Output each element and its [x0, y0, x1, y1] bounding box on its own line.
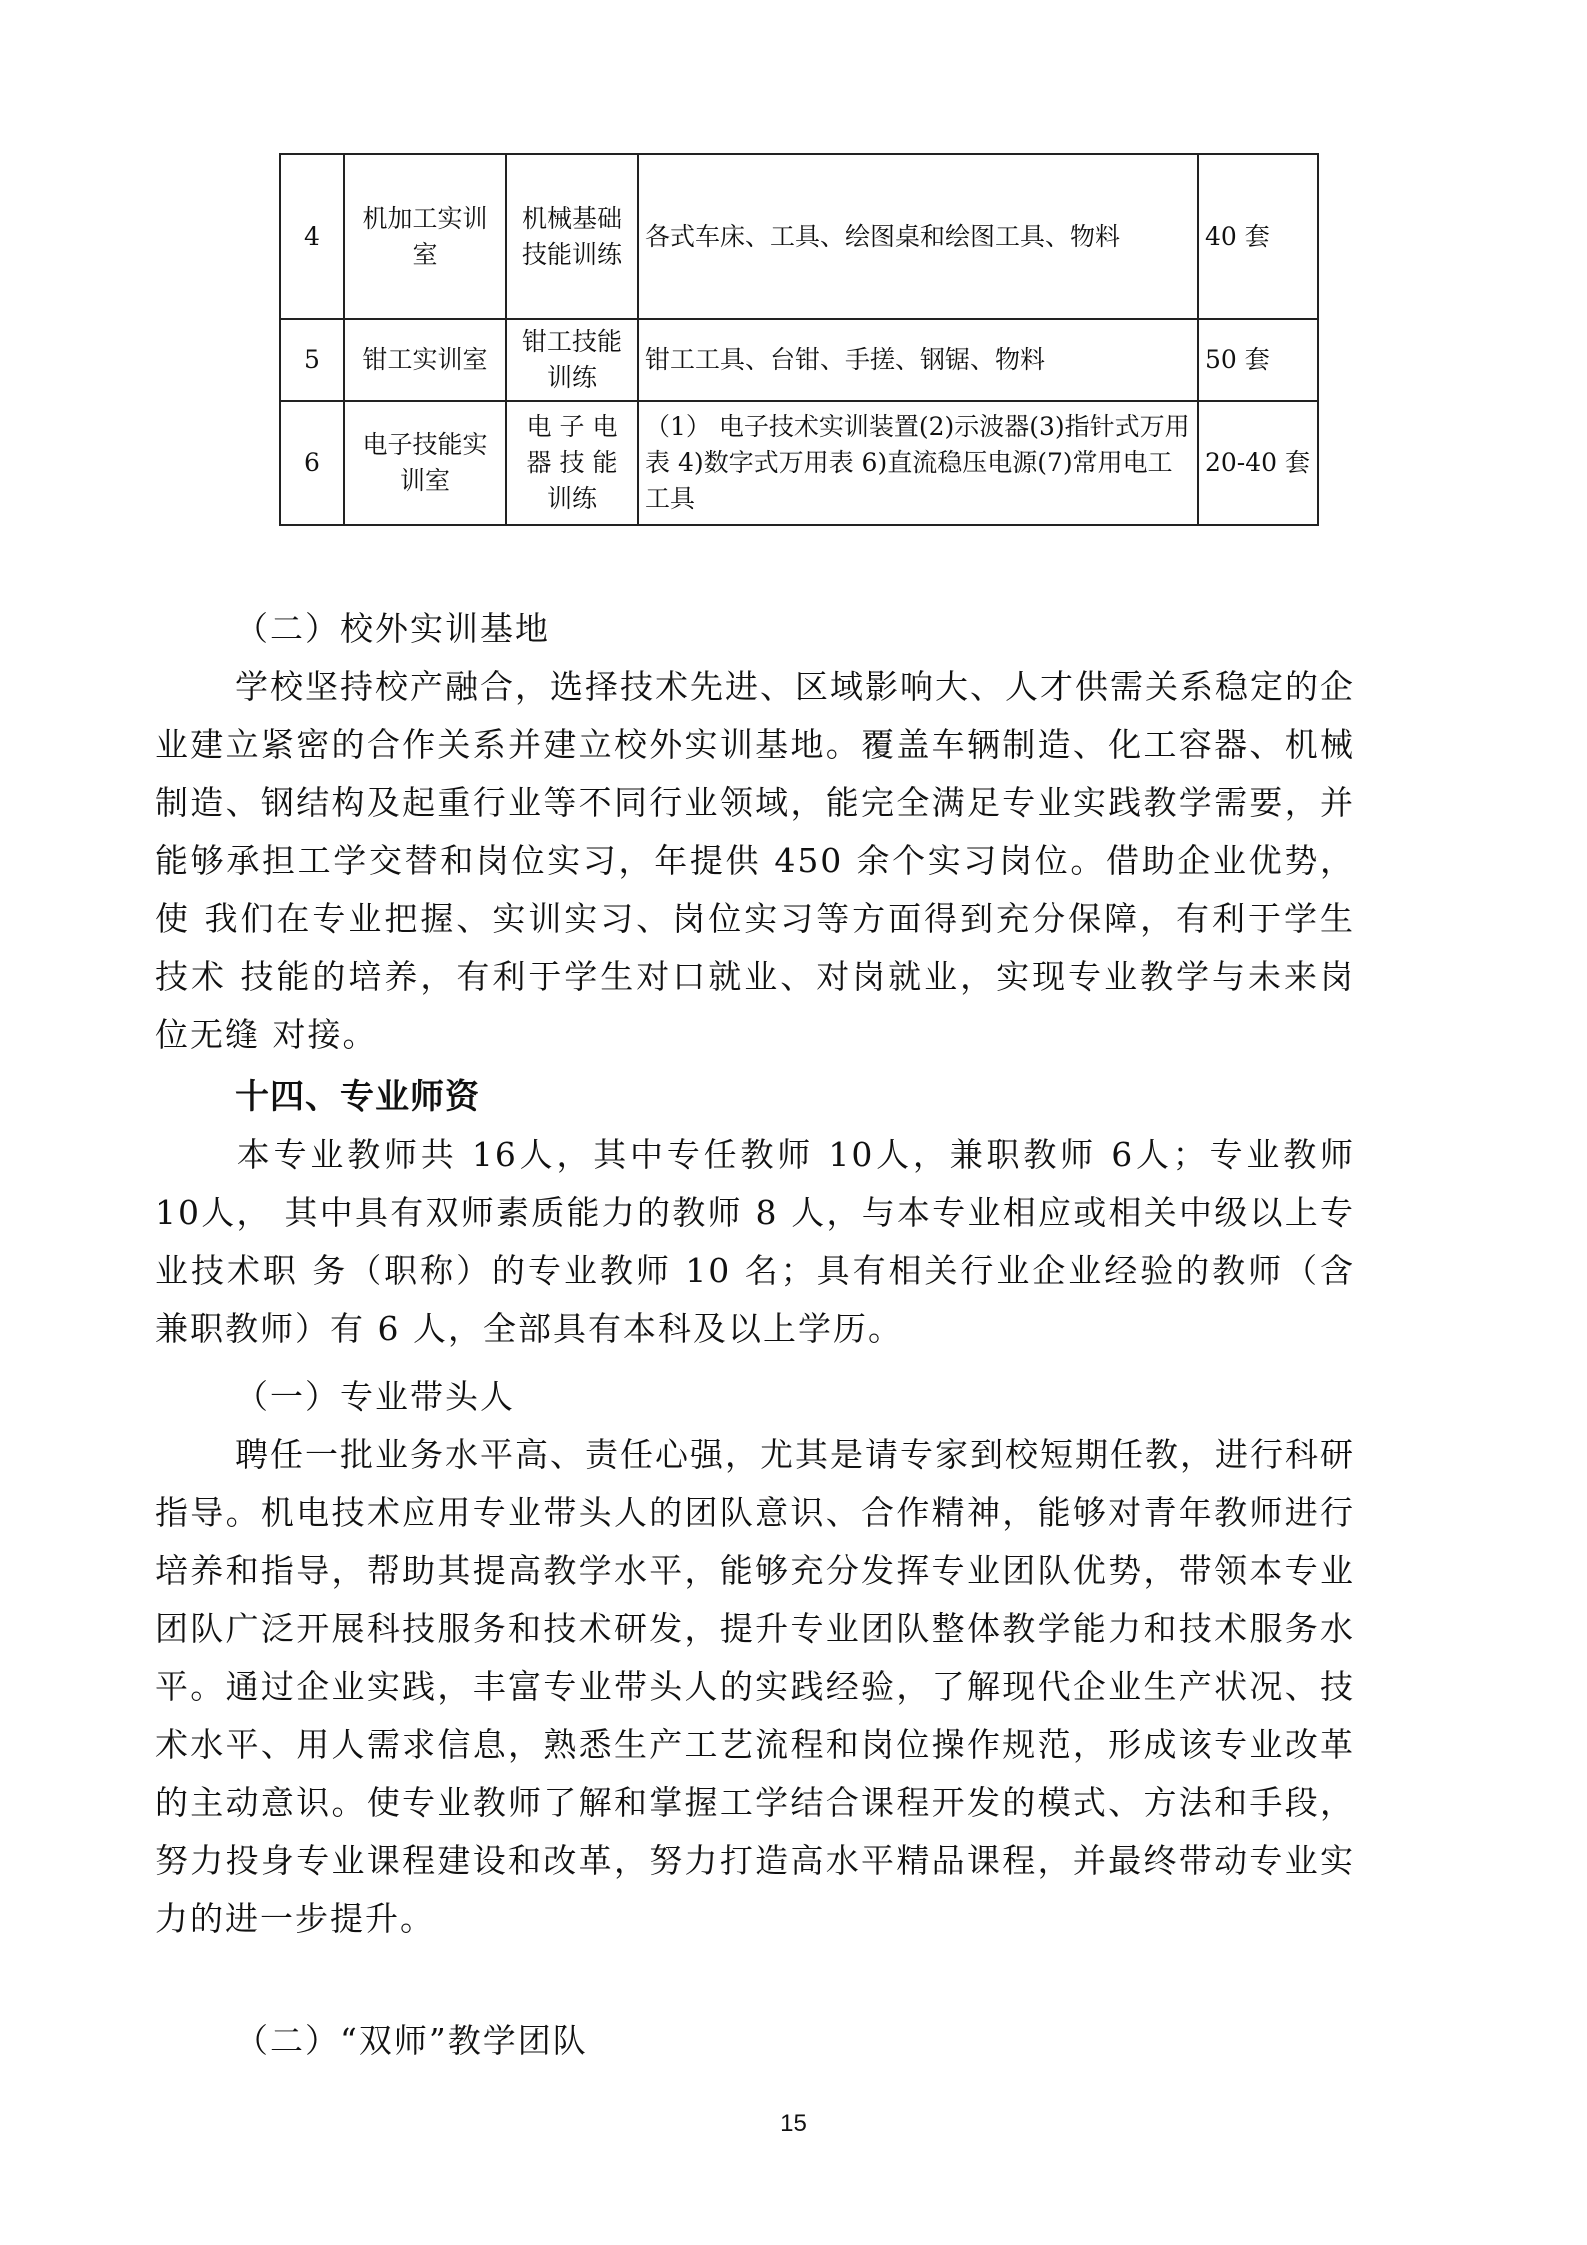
section-team — [155, 2012, 1355, 2070]
section-heading: （二）校外实训基地 — [235, 609, 550, 648]
device-quantity: 50 套 — [1198, 319, 1318, 401]
room-name: 钳工实训室 — [344, 319, 506, 401]
section-heading: （一）专业带头人 — [235, 1377, 515, 1416]
page-number: 15 — [780, 2110, 807, 2137]
device-list: 各式车床、工具、绘图桌和绘图工具、物料 — [638, 154, 1198, 319]
training-function: 钳工技能训练 — [506, 319, 638, 401]
section-teachers — [155, 1068, 1355, 1358]
table-row — [280, 401, 1318, 525]
room-name: 电子技能实训室 — [344, 401, 506, 525]
paragraph — [155, 658, 1355, 1064]
device-quantity: 20-40 套 — [1198, 401, 1318, 525]
section-heading: （二）“双师”教学团队 — [235, 2021, 588, 2060]
device-list: （1） 电子技术实训装置(2)示波器(3)指针式万用表 4)数字式万用表 6)直流稳压电源(7)常用电工工具 — [638, 401, 1198, 525]
training-function: 机械基础技能训练 — [506, 154, 638, 319]
row-number: 5 — [280, 319, 344, 401]
chapter-heading: 十四、专业师资 — [235, 1077, 480, 1117]
equipment-table — [279, 153, 1319, 526]
paragraph-text: 本专业教师共 16人，其中专任教师 10人，兼职教师 6人；专业教师 10人， 其中具有双师素质能力的教师 8 人，与本专业相应或相关中级以上专业技术职 务（职称）的专业教师 10 名；具有相关行业企业经验的教师（含兼职教师）有 6 人，全部具有本科及以上学历。 — [155, 1135, 1355, 1348]
section-offcampus — [155, 600, 1355, 1064]
paragraph-text: 学校坚持校产融合，选择技术先进、区域影响大、人才供需关系稳定的企 业建立紧密的合作关系并建立校外实训基地。覆盖车辆制造、化工容器、机械 制造、钢结构及起重行业等不同行业领域，能完全满足专业实践教学需要，并 能够承担工学交替和岗位实习，年提供 450 余个实习岗位。借助企业优势，使 我们在专业把握、实训实习、岗位实习等方面得到充分保障，有利于学生技术 技能的培养，有利于学生对口就业、对岗就业，实现专业教学与未来岗位无缝 对接。 — [155, 667, 1355, 1054]
row-number: 6 — [280, 401, 344, 525]
table-row — [280, 154, 1318, 319]
paragraph — [155, 1426, 1355, 1948]
device-list: 钳工工具、台钳、手搓、钢锯、物料 — [638, 319, 1198, 401]
room-name: 机加工实训室 — [344, 154, 506, 319]
device-quantity: 40 套 — [1198, 154, 1318, 319]
training-function: 电 子 电 器 技 能 训练 — [506, 401, 638, 525]
paragraph-text: 聘任一批业务水平高、责任心强，尤其是请专家到校短期任教，进行科研 指导。机电技术应用专业带头人的团队意识、合作精神，能够对青年教师进行 培养和指导，帮助其提高教学水平，能够充分发挥专业团队优势，带领本专业 团队广泛开展科技服务和技术研发，提升专业团队整体教学能力和技术服务水 平。通过企业实践，丰富专业带头人的实践经验，了解现代企业生产状况、技 术水平、用人需求信息，熟悉生产工艺流程和岗位操作规范，形成该专业改革 的主动意识。使专业教师了解和掌握工学结合课程开发的模式、方法和手段， 努力投身专业课程建设和改革，努力打造高水平精品课程，并最终带动专业实 力的进一步提升。 — [155, 1435, 1355, 1938]
row-number: 4 — [280, 154, 344, 319]
section-leader — [155, 1368, 1355, 1948]
paragraph — [155, 1126, 1355, 1358]
table-row — [280, 319, 1318, 401]
